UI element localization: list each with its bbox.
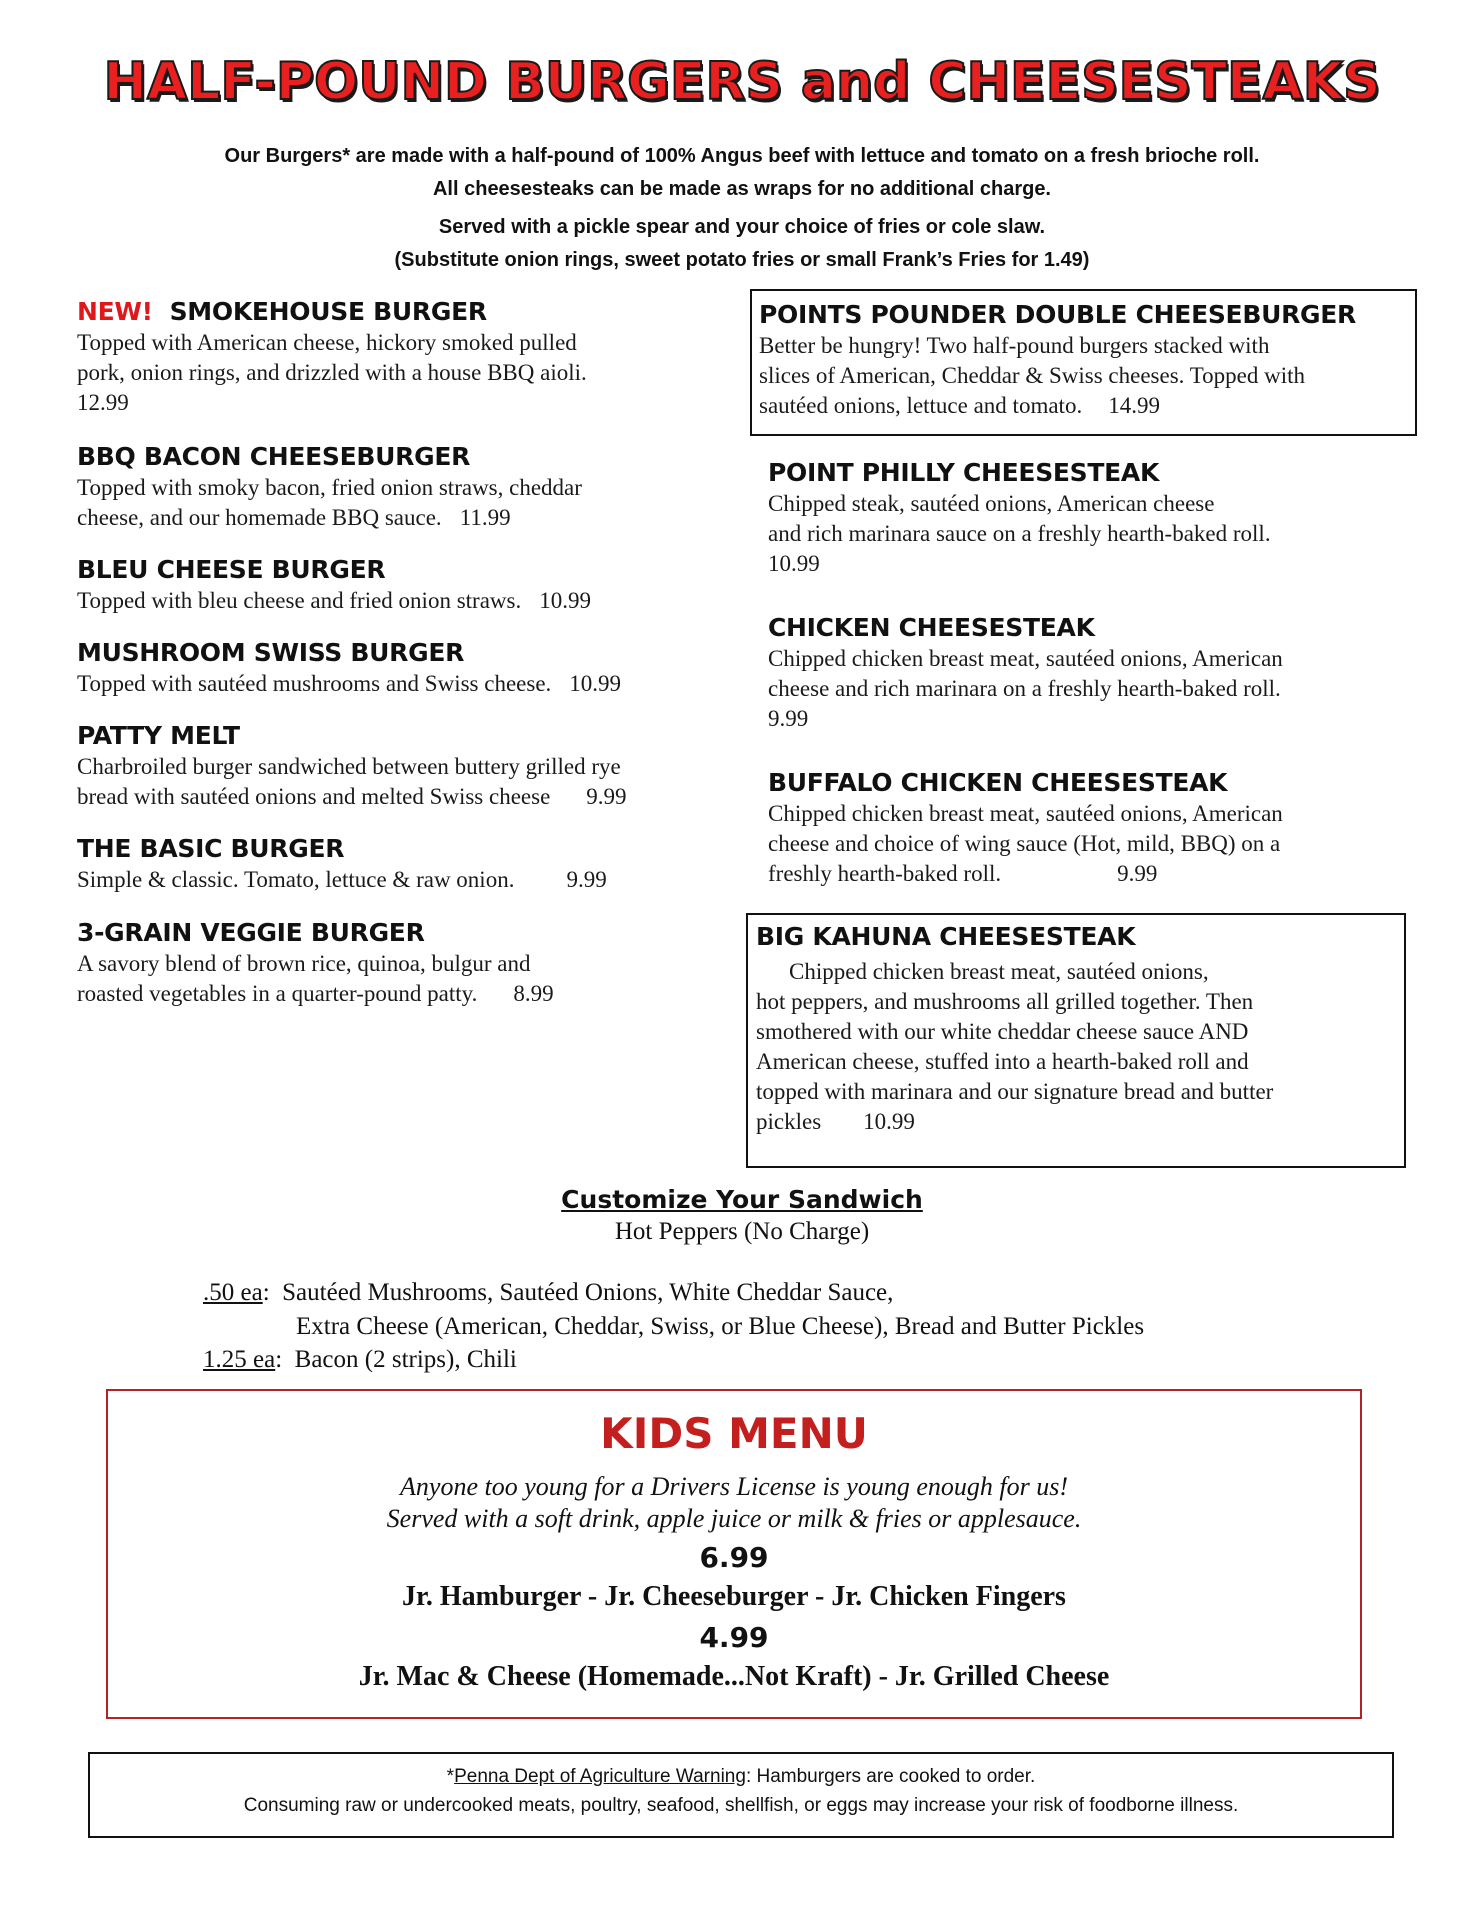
intro-line-1: Our Burgers* are made with a half-pound of 100% Angus beef with lettuce and tomato on a fresh brioche roll. — [224, 145, 1260, 167]
item-desc: Topped with bleu cheese and fried onion straws. — [77, 588, 522, 613]
item-desc: pickles — [756, 1109, 822, 1134]
item-desc: bread with sautéed onions and melted Swiss cheese — [77, 784, 551, 809]
item-desc: Topped with American cheese, hickory smoked pulled — [77, 330, 577, 355]
item-name: 3-GRAIN VEGGIE BURGER — [77, 918, 425, 947]
item-desc: cheese and choice of wing sauce (Hot, mild, BBQ) on a — [768, 831, 1281, 856]
item-desc: Chipped chicken breast meat, sautéed onions, American — [768, 801, 1283, 826]
item-price: 14.99 — [1108, 393, 1160, 418]
menu-item-veggie-burger — [77, 917, 554, 1009]
item-desc: freshly hearth-baked roll. — [768, 861, 1002, 886]
item-name: SMOKEHOUSE BURGER — [169, 297, 487, 326]
item-desc: Chipped chicken breast meat, sautéed onions, — [789, 959, 1209, 984]
item-name: CHICKEN CHEESESTEAK — [768, 613, 1095, 642]
item-name: MUSHROOM SWISS BURGER — [77, 638, 465, 667]
health-warning-line-2: Consuming raw or undercooked meats, poultry, seafood, shellfish, or eggs may increase your risk of foodborne illness. — [243, 1795, 1239, 1816]
addon-tier-1-label: .50 ea — [203, 1279, 263, 1306]
menu-item-chicken-cheesesteak — [768, 612, 1283, 734]
warning-label: Penna Dept of Agriculture Warning — [454, 1766, 746, 1787]
kids-menu-box — [106, 1389, 1362, 1719]
menu-item-bleu-cheese-burger — [77, 554, 591, 616]
item-name: BLEU CHEESE BURGER — [77, 555, 386, 584]
item-desc: pork, onion rings, and drizzled with a house BBQ aioli. — [77, 360, 587, 385]
kids-price-1: 6.99 — [699, 1541, 769, 1574]
health-warning-box — [88, 1752, 1394, 1838]
warning-text-1: : Hamburgers are cooked to order. — [745, 1766, 1036, 1787]
item-name: PATTY MELT — [77, 721, 240, 750]
intro-line-2: All cheesesteaks can be made as wraps for no additional charge. — [432, 178, 1051, 200]
item-desc: Topped with smoky bacon, fried onion straws, cheddar — [77, 475, 582, 500]
item-desc: roasted vegetables in a quarter-pound patty. — [77, 981, 478, 1006]
customize-title: Customize Your Sandwich — [561, 1185, 923, 1214]
menu-item-mushroom-swiss-burger — [77, 637, 621, 699]
item-name: THE BASIC BURGER — [77, 834, 345, 863]
kids-items-1: Jr. Hamburger - Jr. Cheeseburger - Jr. Chicken Fingers — [402, 1581, 1066, 1612]
item-price: 9.99 — [586, 784, 627, 809]
item-price: 9.99 — [1117, 861, 1158, 886]
addon-tier-1-line-2: Extra Cheese (American, Cheddar, Swiss, or Blue Cheese), Bread and Butter Pickles — [296, 1313, 1145, 1340]
kids-price-2: 4.99 — [699, 1621, 769, 1654]
kids-menu-line-1: Anyone too young for a Drivers License is young enough for us! — [400, 1472, 1068, 1501]
item-name: POINT PHILLY CHEESESTEAK — [768, 458, 1160, 487]
item-desc: Better be hungry! Two half-pound burgers stacked with — [759, 333, 1270, 358]
item-price: 10.99 — [539, 588, 591, 613]
item-desc: Charbroiled burger sandwiched between buttery grilled rye — [77, 754, 621, 779]
addon-tier-1-line-1: Sautéed Mushrooms, Sautéed Onions, White Cheddar Sauce, — [282, 1279, 894, 1306]
addon-tier-2-items: Bacon (2 strips), Chili — [294, 1346, 517, 1373]
item-desc: slices of American, Cheddar & Swiss cheeses. Topped with — [759, 363, 1306, 388]
menu-item-smokehouse-burger — [77, 296, 587, 418]
addon-tier-2-label: 1.25 ea — [203, 1346, 276, 1373]
item-price: 11.99 — [459, 505, 511, 530]
menu-item-big-kahuna — [746, 913, 1406, 1168]
item-desc: Topped with sautéed mushrooms and Swiss cheese. — [77, 671, 552, 696]
item-desc: Chipped chicken breast meat, sautéed onions, American — [768, 646, 1283, 671]
item-price: 8.99 — [513, 981, 554, 1006]
item-desc: cheese, and our homemade BBQ sauce. — [77, 505, 442, 530]
health-warning-line-1: *Penna Dept of Agriculture Warning: Hamburgers are cooked to order. — [446, 1766, 1036, 1787]
addon-tier-1: .50 ea: Sautéed Mushrooms, Sautéed Onions, White Cheddar Sauce, — [203, 1279, 894, 1306]
item-price: 10.99 — [569, 671, 622, 696]
menu-item-points-pounder — [750, 289, 1417, 436]
menu-item-patty-melt — [77, 720, 627, 812]
kids-menu-line-2: Served with a soft drink, apple juice or milk & fries or applesauce. — [386, 1504, 1082, 1533]
item-desc: sautéed onions, lettuce and tomato. — [759, 393, 1083, 418]
item-desc: Chipped steak, sautéed onions, American cheese — [768, 491, 1215, 516]
item-name: BUFFALO CHICKEN CHEESESTEAK — [768, 768, 1228, 797]
item-price: 10.99 — [863, 1109, 915, 1134]
item-desc: hot peppers, and mushrooms all grilled together. Then — [756, 989, 1254, 1014]
item-price: 9.99 — [768, 706, 809, 731]
item-price: 12.99 — [77, 390, 129, 415]
item-desc: American cheese, stuffed into a hearth-baked roll and — [756, 1049, 1249, 1074]
item-price: 9.99 — [566, 867, 607, 892]
menu-item-bbq-bacon-cheeseburger — [77, 441, 582, 533]
kids-items-2: Jr. Mac & Cheese (Homemade...Not Kraft) - Jr. Grilled Cheese — [358, 1661, 1110, 1692]
intro-line-4: (Substitute onion rings, sweet potato fries or small Frank’s Fries for 1.49) — [394, 249, 1090, 271]
item-desc: A savory blend of brown rice, quinoa, bulgur and — [77, 951, 531, 976]
item-price: 10.99 — [768, 551, 820, 576]
menu-item-basic-burger — [77, 833, 607, 895]
menu-title: HALF-POUND BURGERS and CHEESESTEAKS — [103, 52, 1381, 112]
intro-line-3: Served with a pickle spear and your choice of fries or cole slaw. — [438, 216, 1046, 238]
kids-menu-title: KIDS MENU — [600, 1409, 868, 1458]
item-desc: topped with marinara and our signature bread and butter — [756, 1079, 1274, 1104]
item-desc: smothered with our white cheddar cheese sauce AND — [756, 1019, 1249, 1044]
item-name: POINTS POUNDER DOUBLE CHEESEBURGER — [759, 300, 1356, 329]
item-desc: Simple & classic. Tomato, lettuce & raw onion. — [77, 867, 515, 892]
item-desc: and rich marinara sauce on a freshly hearth-baked roll. — [768, 521, 1271, 546]
item-name: BIG KAHUNA CHEESESTEAK — [756, 922, 1136, 951]
item-desc: cheese and rich marinara on a freshly hearth-baked roll. — [768, 676, 1281, 701]
addon-tier-2: 1.25 ea: Bacon (2 strips), Chili — [203, 1346, 517, 1373]
customize-free: Hot Peppers (No Charge) — [614, 1218, 870, 1245]
menu-item-point-philly — [768, 457, 1271, 579]
item-name: BBQ BACON CHEESEBURGER — [77, 442, 471, 471]
menu-item-buffalo-chicken-cheesesteak — [768, 767, 1283, 889]
new-badge: NEW! — [77, 297, 153, 326]
